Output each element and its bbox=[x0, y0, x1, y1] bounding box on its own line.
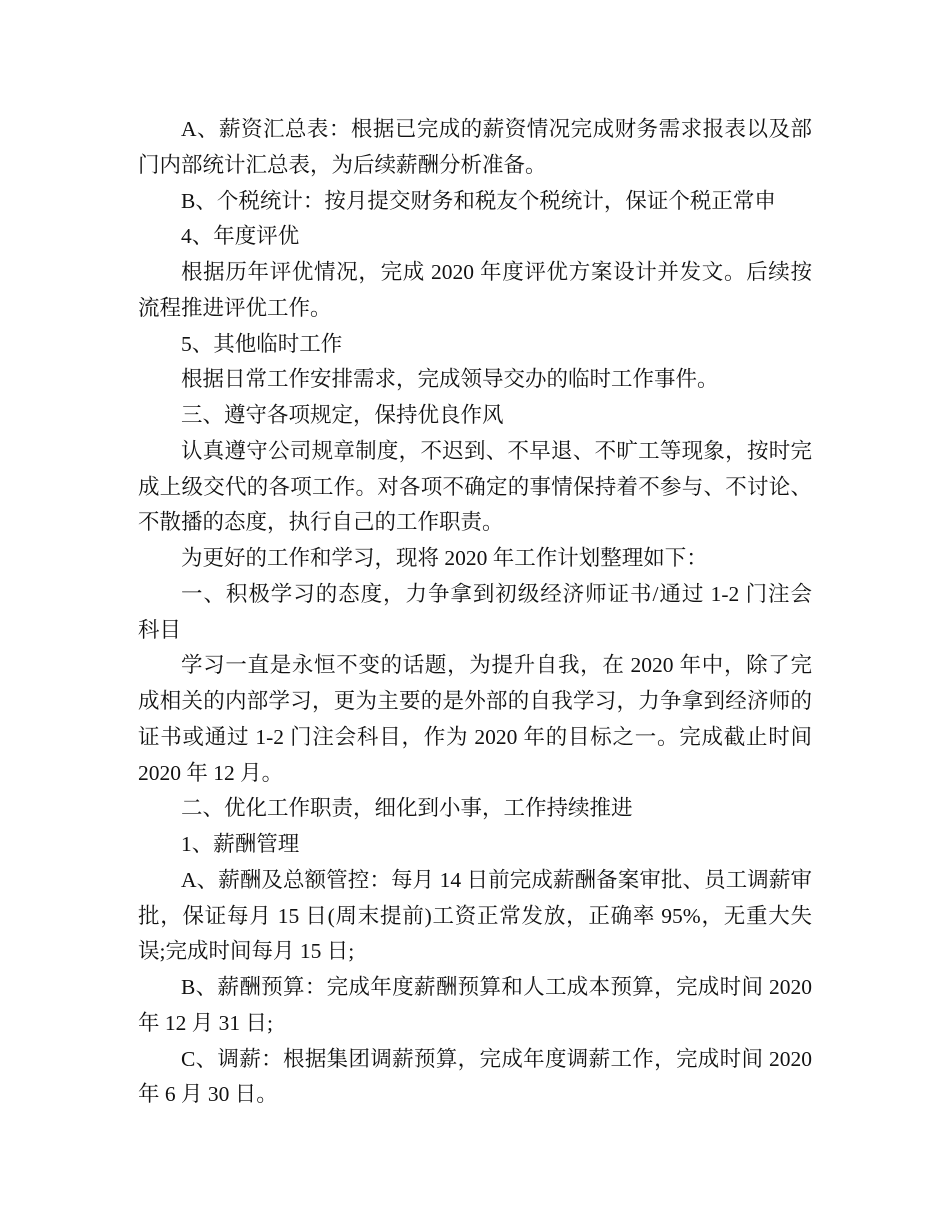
paragraph-salary-adjustment bbox=[138, 1042, 812, 1114]
paragraph-tax-statistics bbox=[138, 184, 812, 220]
document-body bbox=[138, 112, 812, 1113]
paragraph-line: 学习一直是永恒不变的话题，为提升自我，在 2020 年中，除了完 bbox=[181, 653, 812, 678]
section-heading-salary-management bbox=[138, 827, 812, 863]
heading-line: 科目 bbox=[138, 617, 182, 642]
paragraph-line: B、个税统计：按月提交财务和税友个税统计，保证个税正常申 bbox=[181, 188, 776, 213]
heading-line: 一、积极学习的态度，力争拿到初级经济师证书/通过 1-2 门注会 bbox=[181, 581, 812, 606]
heading-line: 5、其他临时工作 bbox=[181, 331, 343, 356]
heading-line: 二、优化工作职责，细化到小事，工作持续推进 bbox=[181, 796, 633, 821]
paragraph-line: C、调薪：根据集团调薪预算，完成年度调薪工作，完成时间 2020 bbox=[181, 1046, 812, 1071]
paragraph-line: 2020 年 12 月。 bbox=[138, 760, 284, 785]
paragraph-line: 不散播的态度，执行自己的工作职责。 bbox=[138, 510, 504, 535]
paragraph-line: 年 6 月 30 日。 bbox=[138, 1082, 278, 1107]
paragraph-other-work bbox=[138, 362, 812, 398]
paragraph-line: 根据日常工作安排需求，完成领导交办的临时工作事件。 bbox=[181, 367, 719, 392]
paragraph-line: B、薪酬预算：完成年度薪酬预算和人工成本预算，完成时间 2020 bbox=[181, 975, 812, 999]
paragraph-line: 为更好的工作和学习，现将 2020 年工作计划整理如下： bbox=[181, 546, 708, 570]
section-heading-study bbox=[138, 577, 812, 649]
heading-line: 1、薪酬管理 bbox=[181, 832, 300, 856]
paragraph-rules bbox=[138, 434, 812, 541]
paragraph-annual-award bbox=[138, 255, 812, 327]
paragraph-line: 流程推进评优工作。 bbox=[138, 295, 332, 320]
paragraph-line: A、薪资汇总表：根据已完成的薪资情况完成财务需求报表以及部 bbox=[181, 117, 812, 141]
section-heading-annual-award bbox=[138, 219, 812, 255]
heading-line: 4、年度评优 bbox=[181, 224, 300, 249]
section-heading-optimize-duties bbox=[138, 791, 812, 827]
paragraph-line: 证书或通过 1-2 门注会科目，作为 2020 年的目标之一。完成截止时间 bbox=[138, 724, 812, 749]
paragraph-line: 根据历年评优情况，完成 2020 年度评优方案设计并发文。后续按 bbox=[181, 260, 812, 284]
paragraph-line: 成相关的内部学习，更为主要的是外部的自我学习，力争拿到经济师的 bbox=[138, 689, 812, 713]
paragraph-line: 门内部统计汇总表，为后续薪酬分析准备。 bbox=[138, 152, 547, 177]
paragraph-salary-budget bbox=[138, 970, 812, 1042]
paragraph-line: 批，保证每月 15 日(周末提前)工资正常发放，正确率 95%，无重大失 bbox=[138, 903, 812, 928]
paragraph-plan-intro bbox=[138, 541, 812, 577]
section-heading-other-work bbox=[138, 327, 812, 363]
paragraph-line: 误;完成时间每月 15 日; bbox=[138, 939, 355, 964]
paragraph-line: A、薪酬及总额管控：每月 14 日前完成薪酬备案审批、员工调薪审 bbox=[181, 867, 812, 892]
paragraph-line: 成上级交代的各项工作。对各项不确定的事情保持着不参与、不讨论、 bbox=[138, 474, 812, 499]
heading-line: 三、遵守各项规定，保持优良作风 bbox=[181, 403, 504, 427]
paragraph-line: 认真遵守公司规章制度，不迟到、不早退、不旷工等现象，按时完 bbox=[181, 438, 812, 463]
paragraph-line: 年 12 月 31 日; bbox=[138, 1010, 273, 1035]
paragraph-salary-summary bbox=[138, 112, 812, 184]
paragraph-salary-control bbox=[138, 863, 812, 970]
paragraph-study bbox=[138, 648, 812, 791]
section-heading-rules bbox=[138, 398, 812, 434]
